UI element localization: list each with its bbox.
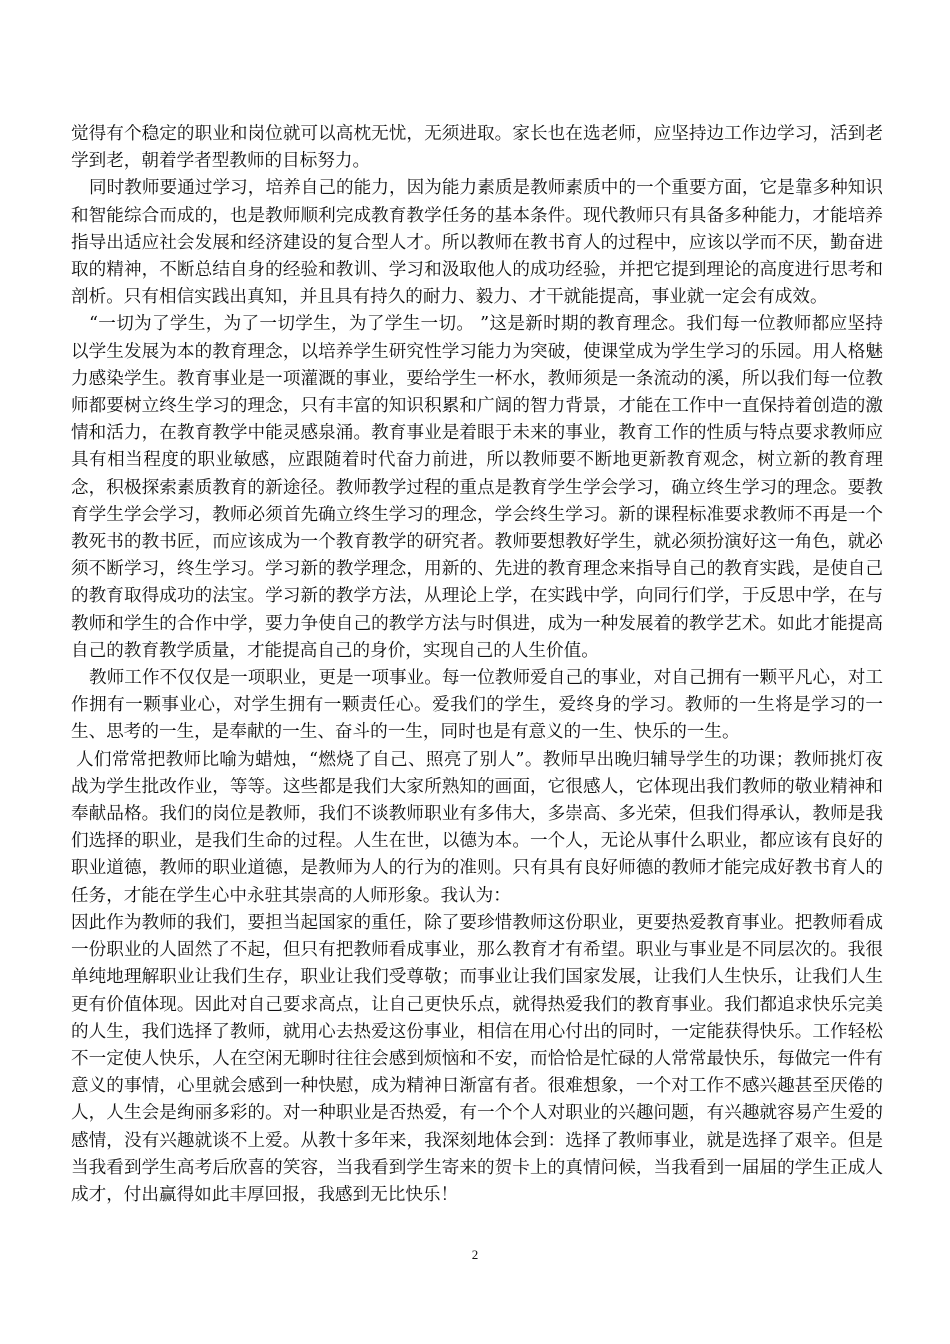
paragraph-2: 同时教师要通过学习，培养自己的能力，因为能力素质是教师素质中的一个重要方面，它是靠多种知识和智能综合而成的，也是教师顺利完成教育教学任务的基本条件。现代教师只有具备多种能力，才能培养指导出适应社会发展和经济建设的复合型人才。所以教师在教书育人的过程中，应该以学而不厌，勤奋进取的精神，不断总结自身的经验和教训、学习和汲取他人的成功经验，并把它提到理论的高度进行思考和剖析。只有相信实践出真知，并且具有持久的耐力、毅力、才干就能提高，事业就一定会有成效。 — [71, 178, 883, 308]
page-number: 2 — [471, 1247, 479, 1262]
paragraph-3: “一切为了学生，为了一切学生，为了学生一切。 ”这是新时期的教育理念。我们每一位教师都应坚持以学生发展为本的教育理念，以培养学生研究性学习能力为突破，使课堂成为学生学习的乐园。用人格魅力感染学生。教育事业是一项灌溉的事业，要给学生一杯水，教师须是一条流动的溪，所以我们每一位教师都要树立终生学习的理念，只有丰富的知识积累和广阔的智力背景，才能在工作中一直保持着创造的激情和活力，在教育教学中能灵感泉涌。教育事业是着眼于未来的事业，教育工作的性质与特点要求教师应具有相当程度的职业敏感，应跟随着时代奋力前进，所以教师要不断地更新教育观念，树立新的教育理念，积极探索素质教育的新途径。教师教学过程的重点是教育学生学会学习，确立终生学习的理念。要教育学生学会学习，教师必须首先确立终生学习的理念，学会终生学习。新的课程标准要求教师不再是一个教死书的教书匠，而应该成为一个教育教学的研究者。教师要想教好学生，就必须扮演好这一角色，就必须不断学习，终生学习。学习新的教学理念，用新的、先进的教育理念来指导自己的教育实践，是使自己的教育取得成功的法宝。学习新的教学方法，从理论上学，在实践中学，向同行们学，于反思中学，在与教师和学生的合作中学，要力争使自己的教学方法与时俱进，成为一种发展着的教学艺术。如此才能提高自己的教育教学质量，才能提高自己的身价，实现自己的人生价值。 — [71, 314, 883, 661]
paragraph-5: 人们常常把教师比喻为蜡烛，“燃烧了自己、照亮了别人”。教师早出晚归辅导学生的功课；教师挑灯夜战为学生批改作业，等等。这些都是我们大家所熟知的画面，它很感人，它体现出我们教师的敬业精神和奉献品格。我们的岗位是教师，我们不谈教师职业有多伟大，多崇高、多光荣，但我们得承认，教师是我们选择的职业，是我们生命的过程。人生在世，以德为本。一个人，无论从事什么职业，都应该有良好的职业道德，教师的职业道德，是教师为人的行为的准则。只有具有良好师德的教师才能完成好教书育人的任务，才能在学生心中永驻其崇高的人师形象。我认为： — [71, 749, 883, 906]
paragraph-6: 因此作为教师的我们，要担当起国家的重任，除了要珍惜教师这份职业，更要热爱教育事业。把教师看成一份职业的人固然了不起，但只有把教师看成事业，那么教育才有希望。职业与事业是不同层次的。我很单纯地理解职业让我们生存，职业让我们受尊敬；而事业让我们国家发展，让我们人生快乐，让我们人生更有价值体现。因此对自己要求高点，让自己更快乐点，就得热爱我们的教育事业。我们都追求快乐完美的人生，我们选择了教师，就用心去热爱这份事业，相信在用心付出的同时，一定能获得快乐。工作轻松不一定使人快乐，人在空闲无聊时往往会感到烦恼和不安，而恰恰是忙碌的人常常最快乐，每做完一件有意义的事情，心里就会感到一种快慰，成为精神日渐富有者。很难想象，一个对工作不感兴趣甚至厌倦的人，人生会是绚丽多彩的。对一种职业是否热爱，有一个个人对职业的兴趣问题，有兴趣就容易产生爱的感情，没有兴趣就谈不上爱。从教十多年来，我深刻地体会到：选择了教师事业，就是选择了艰辛。但是当我看到学生高考后欣喜的笑容，当我看到学生寄来的贺卡上的真情问候，当我看到一届届的学生正成人成才，付出赢得如此丰厚回报，我感到无比快乐！ — [71, 912, 883, 1205]
paragraph-1: 觉得有个稳定的职业和岗位就可以高枕无忧，无须进取。家长也在选老师，应坚持边工作边学习，活到老学到老，朝着学者型教师的目标努力。 — [71, 124, 883, 172]
paragraph-4: 教师工作不仅仅是一项职业，更是一项事业。每一位教师爱自己的事业，对自己拥有一颗平凡心，对工作拥有一颗事业心，对学生拥有一颗责任心。爱我们的学生，爱终身的学习。教师的一生将是学习的一生、思考的一生，是奉献的一生、奋斗的一生，同时也是有意义的一生、快乐的一生。 — [71, 668, 883, 743]
document-body — [71, 121, 883, 1209]
